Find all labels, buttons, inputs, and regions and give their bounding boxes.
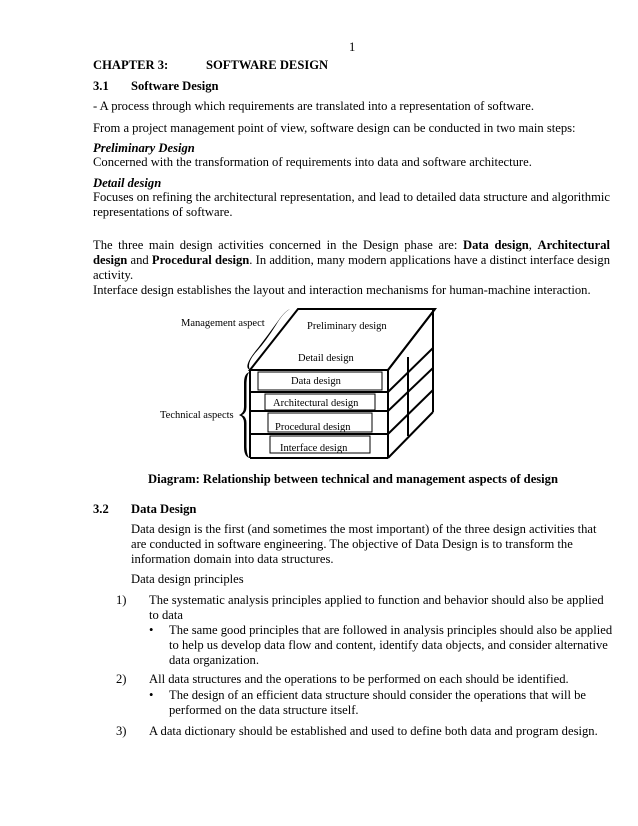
principle-3-number: 3) [116,724,127,738]
section-3-2-number: 3.2 [93,502,109,516]
detail-design-definition: Focuses on refining the architectural representation, and lead to detailed data structure and algorithmic representations of software. [93,190,610,219]
layer-label-interface: Interface design [280,443,348,454]
interface-design-line: Interface design establishes the layout and interaction mechanisms for human-machine interaction. [93,283,591,297]
term-data-design: Data design [462,238,529,252]
layer-label-detail: Detail design [298,353,354,364]
principle-2-bullet: • The design of an efficient data structure should consider the operations that will be performed on the data structure itself. [149,688,586,717]
management-aspect-label: Management aspect [181,318,265,329]
principle-2-text: All data structures and the operations to be performed on each should be identified. [149,672,569,686]
bullet-icon: • [149,623,154,637]
bullet-icon: • [149,688,154,702]
section-3-1-title: Software Design [131,79,219,93]
technical-aspects-label: Technical aspects [160,410,234,421]
diagram-caption: Diagram: Relationship between technical and management aspects of design [148,472,558,486]
technical-brace [239,372,250,458]
principle-1-text: The systematic analysis principles applied to function and behavior should also be applied to data [149,593,604,622]
layer-label-architectural: Architectural design [273,398,359,409]
principle-2-number: 2) [116,672,127,686]
principle-3-text: A data dictionary should be established and used to define both data and program design. [149,724,598,738]
section-3-1-number: 3.1 [93,79,109,93]
page-number: 1 [349,40,356,54]
layer-label-preliminary: Preliminary design [307,321,387,332]
s31-line1: - A process through which requirements are translated into a representation of software. [93,99,534,113]
chapter-title: SOFTWARE DESIGN [206,58,329,72]
detail-design-term: Detail design [93,176,162,190]
preliminary-design-definition: Concerned with the transformation of requirements into data and software architecture. [93,155,532,169]
preliminary-design-term: Preliminary Design [93,141,195,155]
data-design-principles-heading: Data design principles [131,572,244,586]
principle-1-number: 1) [116,593,127,607]
section-3-2-title: Data Design [131,502,197,516]
principle-1-bullet: • The same good principles that are followed in analysis principles should also be applied to help us develop data flow and content, identify data objects, and consider alternative data organization. [149,623,613,667]
layer-label-data: Data design [291,376,341,387]
data-design-intro: Data design is the first (and sometimes the most important) of the three design activities that are conducted in software engineering. The objective of Data Design is to transform the information domain into data structures. [131,522,597,566]
term-procedural-design: Procedural design [151,252,250,267]
term-architectural-design: Architectural design [93,238,611,267]
chapter-label: CHAPTER 3: [93,58,169,72]
layer-label-procedural: Procedural design [275,422,351,433]
s31-line2: From a project management point of view, software design can be conducted in two main steps: [93,121,576,135]
design-activities-paragraph: The three main design activities concerned in the Design phase are: Data design, Architectural design and Procedural design. In addition, many modern applications have a distinct interface design activity. [93,238,611,282]
